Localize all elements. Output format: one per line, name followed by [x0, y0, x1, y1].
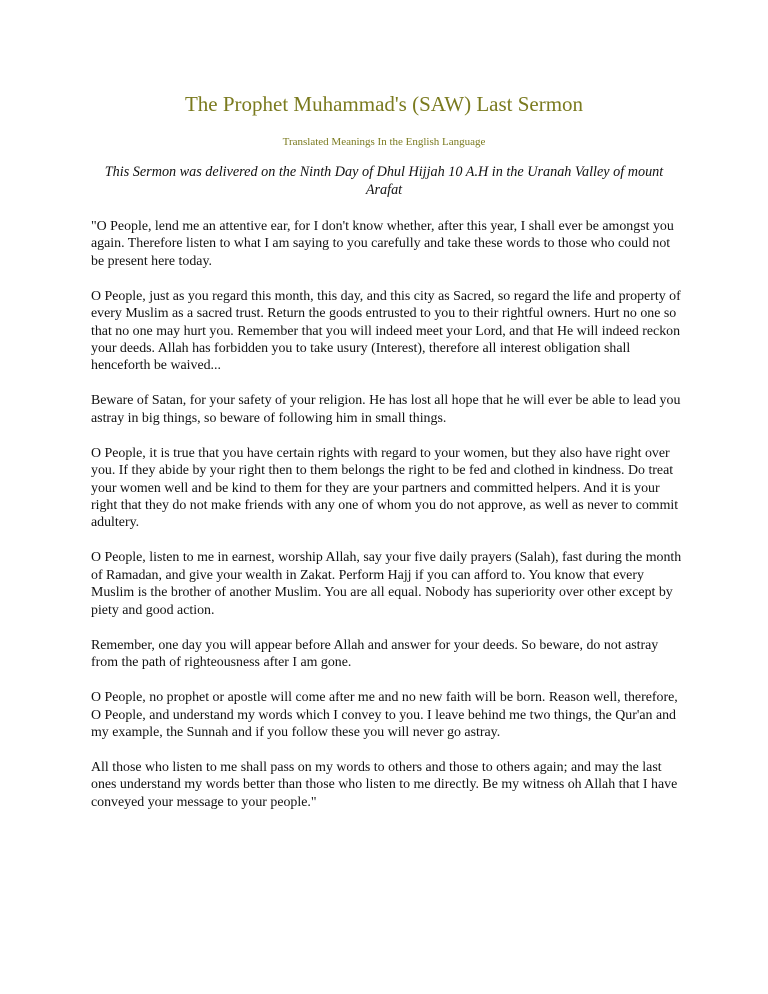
paragraph: "O People, lend me an attentive ear, for I don't know whether, after this year, I shall ever be amongst you again. Therefore listen to what I am saying to you carefully and take these words to those who could not be present here today.: [91, 219, 674, 269]
paragraph: All those who listen to me shall pass on my words to others and those to others again; and may the last ones understand my words better than those who listen to me directly. Be my witness oh Allah that I have conveyed your message to your people.": [91, 759, 678, 810]
paragraph: O People, no prophet or apostle will come after me and no new faith will be born. Reason well, therefore, O People, and understand my words which I convey to you. I leave behind me two things, the Qur'an and my example, the Sunnah and if you follow these you will never go astray.: [91, 690, 678, 740]
sermon-body: [91, 218, 686, 829]
paragraph: Beware of Satan, for your safety of your religion. He has lost all hope that he will ever be able to lead you astray in big things, so beware of following him in small things.: [91, 393, 681, 426]
paragraph: Remember, one day you will appear before Allah and answer for your deeds. So beware, do not astray from the path of righteousness after I am gone.: [91, 637, 659, 671]
paragraph: O People, just as you regard this month, this day, and this city as Sacred, so regard the life and property of every Muslim as a sacred trust. Return the goods entrusted to you to their rightful owners. Hurt no one so that no one may hurt you. Remember that you will indeed meet your Lord, and that He will indeed reckon your deeds. Allah has forbidden you to take usury (Interest), therefore all interest obligation shall henceforth be waived...: [91, 288, 681, 374]
paragraph: O People, listen to me in earnest, worship Allah, say your five daily prayers (Salah), fast during the month of Ramadan, and give your wealth in Zakat. Perform Hajj if you can afford to. You know that every Muslim is the brother of another Muslim. You are all equal. Nobody has superiority over other except by piety and good action.: [91, 550, 682, 618]
document-title: The Prophet Muhammad's (SAW) Last Sermon: [184, 92, 584, 116]
intro-statement: This Sermon was delivered on the Ninth Day of Dhul Hijjah 10 A.H in the Uranah Valley of mount Arafat: [104, 164, 664, 198]
paragraph: O People, it is true that you have certain rights with regard to your women, but they also have right over you. If they abide by your right then to them belongs the right to be fed and clothed in kindness. Do treat your women well and be kind to them for they are your partners and committed helpers. And it is your right that they do not make friends with any one of whom you do not approve, as well as never to commit adultery.: [91, 445, 679, 531]
document-subtitle: Translated Meanings In the English Language: [282, 136, 486, 148]
